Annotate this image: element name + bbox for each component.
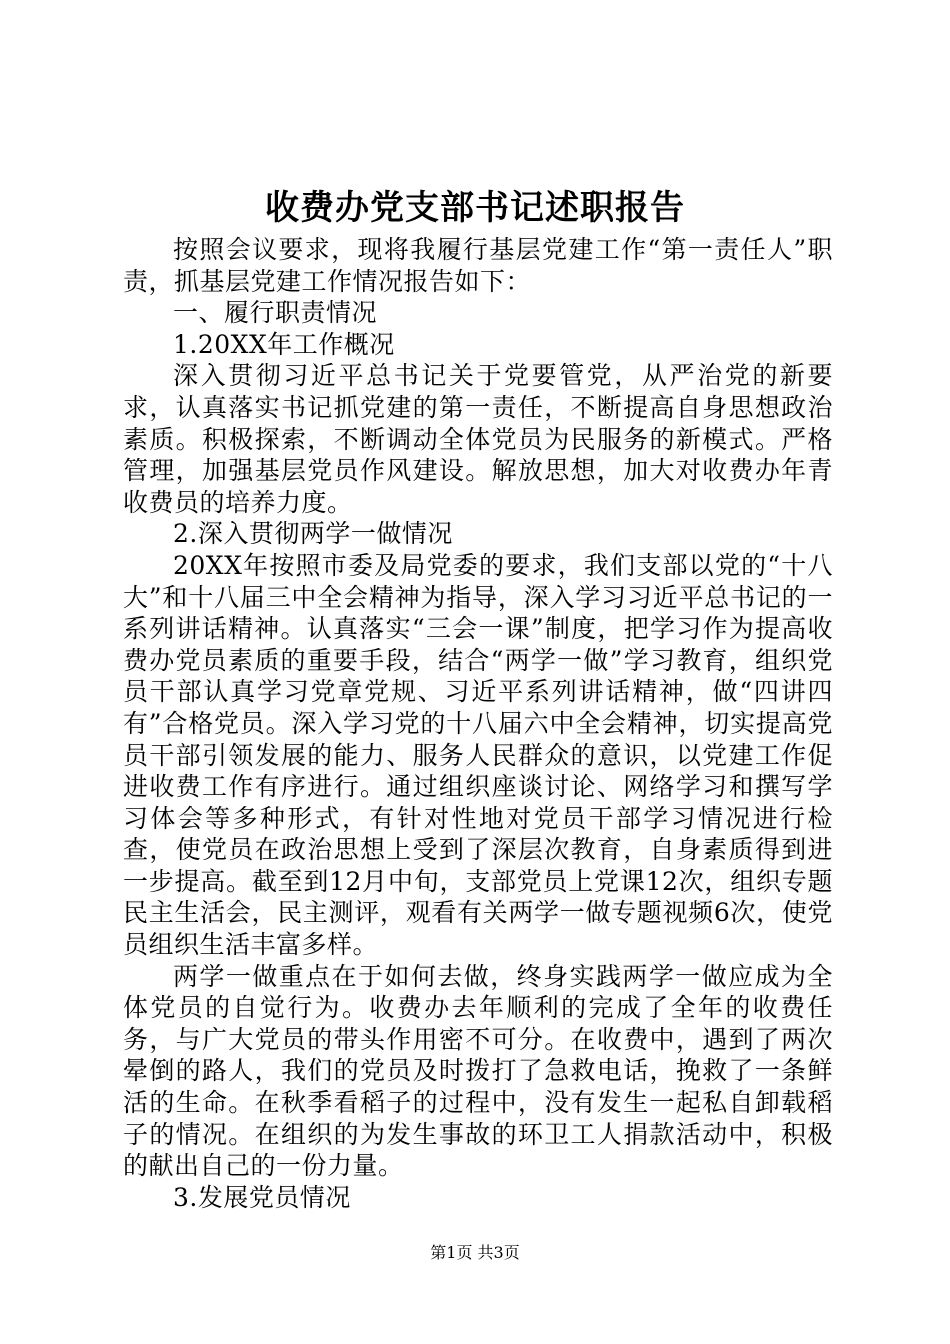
overview-paragraph: 深入贯彻习近平总书记关于党要管党，从严治党的新要求，认真落实书记抓党建的第一责任，不断提高自身思想政治素质。积极探索，不断调动全体党员为民服务的新模式。严格管理，加强基层党员作风建设。解放思想，加大对收费办年青收费员的培养力度。: [123, 361, 833, 517]
page-number: 第1页 共3页: [430, 1243, 520, 1262]
intro-paragraph: 按照会议要求，现将我履行基层党建工作“第一责任人”职责，抓基层党建工作情况报告如下：: [123, 235, 833, 296]
section-heading-duties: 一、履行职责情况: [173, 298, 378, 328]
document-body: [123, 234, 833, 1213]
two-studies-paragraph: 20XX年按照市委及局党委的要求，我们支部以党的“十八大”和十八届三中全会精神为指导，深入学习习近平总书记的一系列讲话精神。认真落实“三会一课”制度，把学习作为提高收费办党员素质的重要手段，结合“两学一做”学习教育，组织党员干部认真学习党章党规、习近平系列讲话精神，做“四讲四有”合格党员。深入学习党的十八届六中全会精神，切实提高党员干部引领发展的能力、服务人民群众的意识，以党建工作促进收费工作有序进行。通过组织座谈讨论、网络学习和撰写学习体会等多种形式，有针对性地对党员干部学习情况进行检查，使党员在政治思想上受到了深层次教育，自身素质得到进一步提高。截至到12月中旬，支部党员上党课12次，组织专题民主生活会，民主测评，观看有关两学一做专题视频6次，使党员组织生活丰富多样。: [123, 550, 833, 960]
subsection-heading-overview: 1.20XX年工作概况: [173, 329, 395, 359]
practice-paragraph: 两学一做重点在于如何去做，终身实践两学一做应成为全体党员的自觉行为。收费办去年顺利的完成了全年的收费任务，与广大党员的带头作用密不可分。在收费中，遇到了两次晕倒的路人，我们的党员及时拨打了急救电话，挽救了一条鲜活的生命。在秋季看稻子的过程中，没有发生一起私自卸载稻子的情况。在组织的为发生事故的环卫工人捐款活动中，积极的献出自己的一份力量。: [123, 961, 833, 1181]
document-title: 收费办党支部书记述职报告: [265, 188, 685, 228]
subsection-heading-two-studies: 2.深入贯彻两学一做情况: [173, 519, 453, 549]
subsection-heading-member-development: 3.发展党员情况: [173, 1182, 351, 1212]
